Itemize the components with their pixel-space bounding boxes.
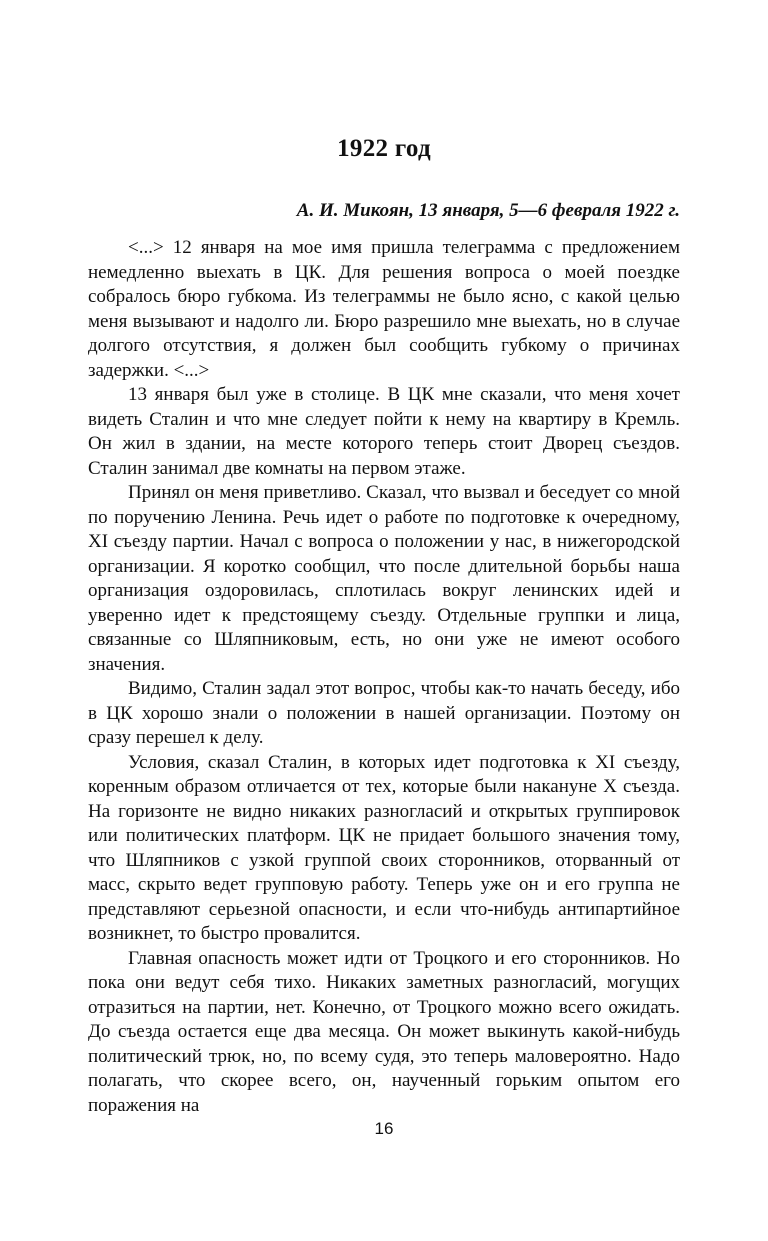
paragraph-1: <...> 12 января на мое имя пришла телеграмма с предложением немедленно выехать в ЦК. Для решения вопроса о моей поездке собралось бюро губкома. Из телеграммы не было ясно, с какой целью меня вызывают и надолго ли. Бюро разрешило мне выехать, но в случае долгого отсутствия, я должен был сообщить губкому о причинах задержки. <...> — [88, 237, 680, 381]
book-page — [88, 0, 680, 1241]
paragraph-6: Главная опасность может идти от Троцкого и его сторонников. Но пока они ведут себя тихо. Никаких заметных разногласий, могущих отразиться на партии, нет. Конечно, от Троцкого можно всего ожидать. До съезда остается еще два месяца. Он может выкинуть какой-нибудь политический трюк, но, по всему судя, это теперь маловероятно. Надо полагать, что скорее всего, он, наученный горьким опытом его поражения на — [88, 947, 680, 1116]
paragraph-2: 13 января был уже в столице. В ЦК мне сказали, что меня хочет видеть Сталин и что мне следует пойти к нему на квартиру в Кремль. Он жил в здании, на месте которого теперь стоит Дворец съездов. Сталин занимал две комнаты на первом этаже. — [88, 384, 680, 479]
body-text — [88, 236, 680, 1118]
page-number: 16 — [374, 1119, 394, 1138]
paragraph-5: Условия, сказал Сталин, в которых идет подготовка к XI съезду, коренным образом отличается от тех, которые были накануне X съезда. На горизонте не видно никаких разногласий и открытых группировок или политических платформ. ЦК не придает большого значения тому, что Шляпников с узкой группой своих сторонников, оторванный от масс, скрыто ведет групповую работу. Теперь уже он и его группа не представляют серьезной опасности, и если что-нибудь антипартийное возникнет, то быстро провалится. — [88, 751, 680, 944]
chapter-title: 1922 год — [337, 135, 431, 162]
paragraph-3: Принял он меня приветливо. Сказал, что вызвал и беседует со мной по поручению Ленина. Речь идет о работе по подготовке к очередному, XI съезду партии. Начал с вопроса о положении у нас, в нижегородской организации. Я коротко сообщил, что после длительной борьбы наша организация оздоровилась, сплотилась вокруг ленинских идей и уверенно идет к предстоящему съезду. Отдельные группки и лица, связанные со Шляпниковым, есть, но они уже не имеют особого значения. — [88, 482, 680, 675]
source-attribution: А. И. Микоян, 13 января, 5—6 февраля 1922 г. — [296, 200, 680, 221]
paragraph-4: Видимо, Сталин задал этот вопрос, чтобы как-то начать беседу, ибо в ЦК хорошо знали о положении в нашей организации. Поэтому он сразу перешел к делу. — [88, 678, 680, 748]
